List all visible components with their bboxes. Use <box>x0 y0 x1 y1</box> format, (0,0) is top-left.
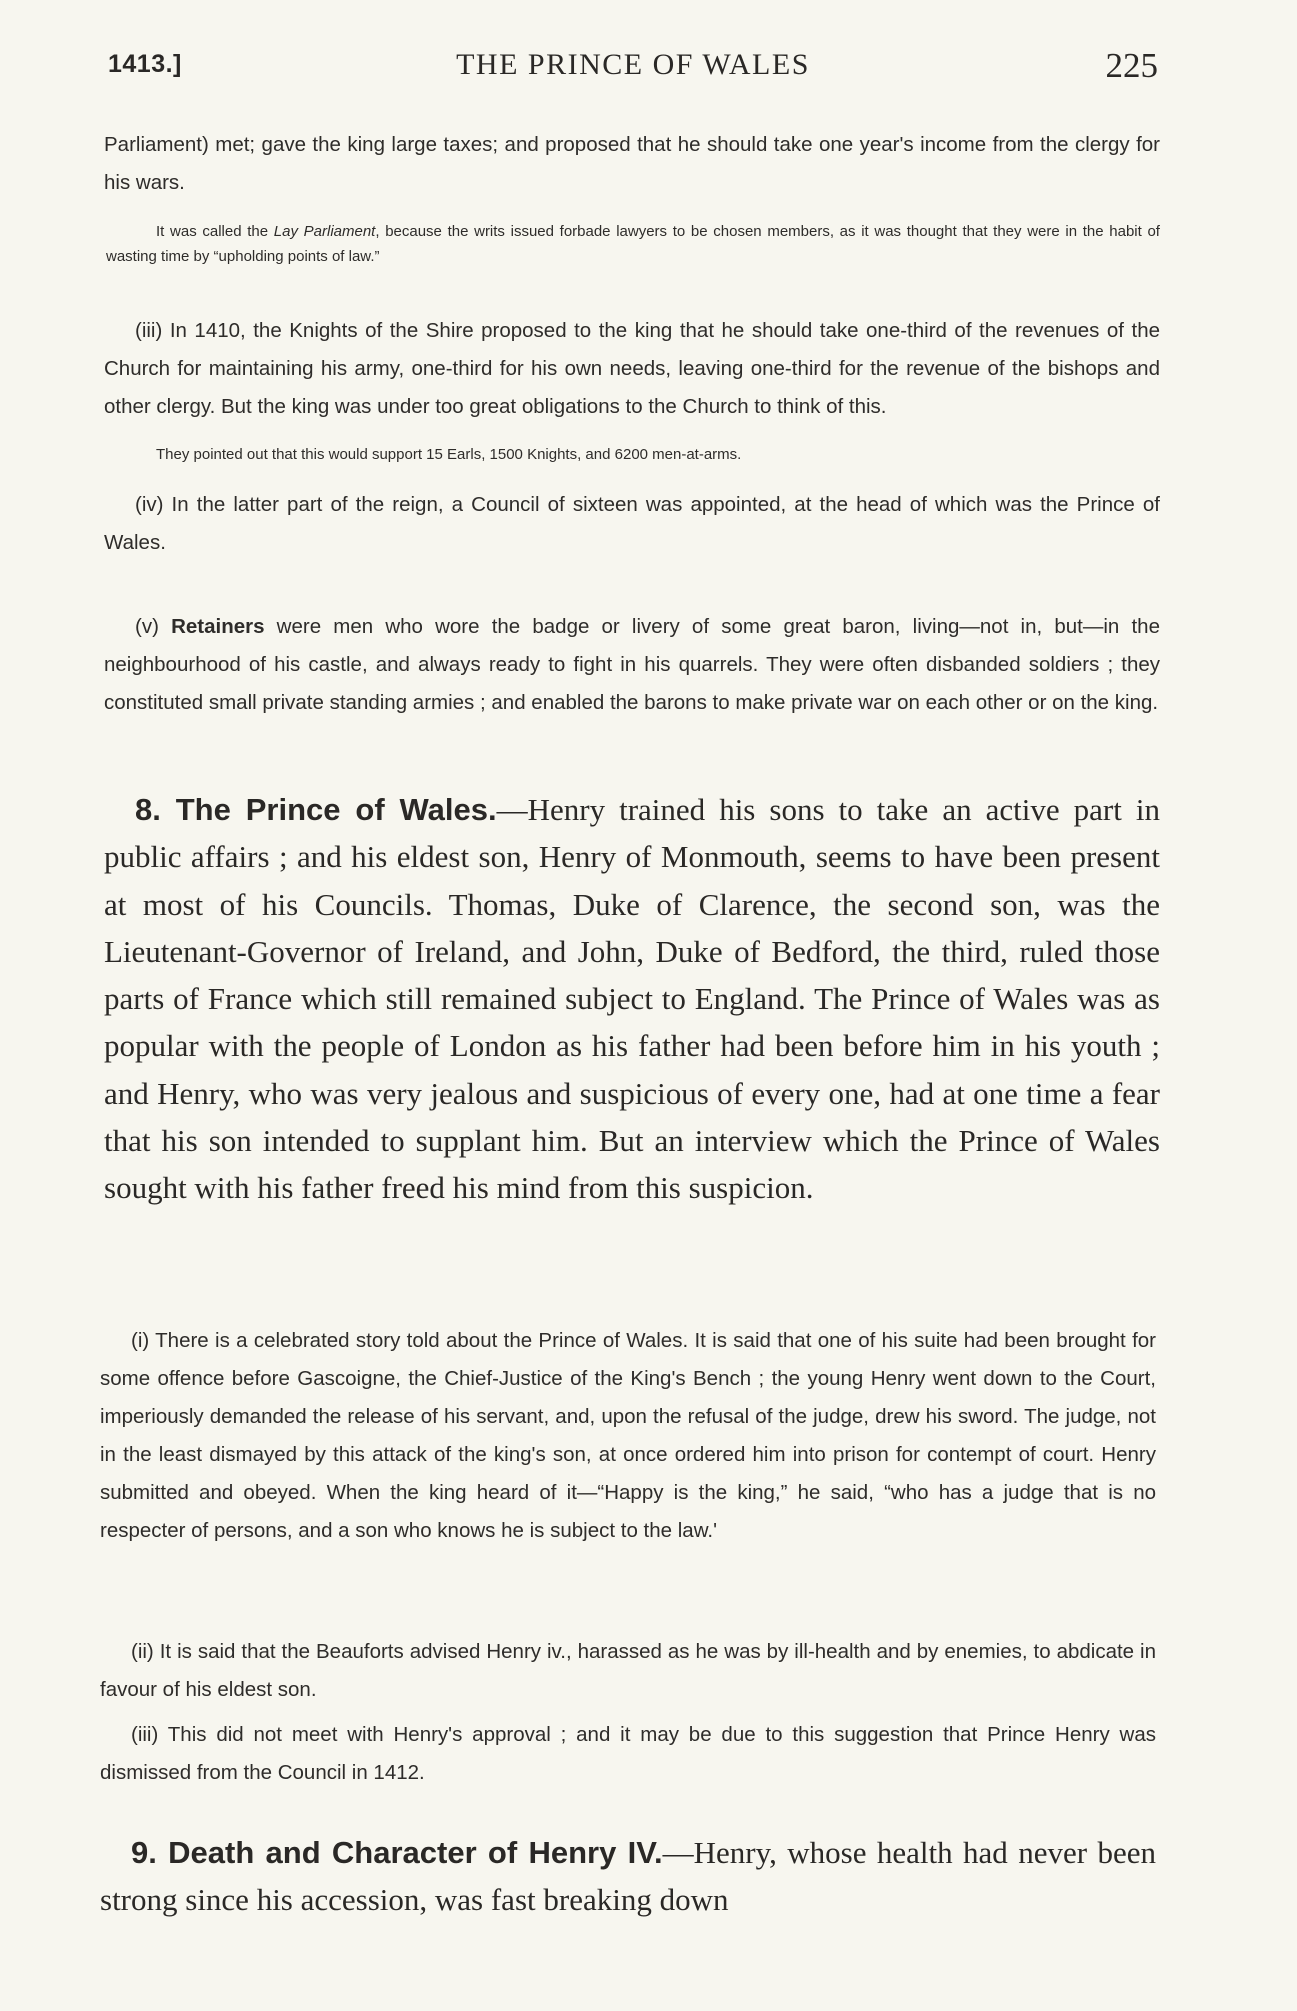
running-header <box>108 48 1158 88</box>
retainers-text: were men who wore the badge or livery of some great baron, living—not in, but—in the neighbourhood of his castle, and always ready to fight in his quarrels. They were often disbanded soldiers ; they constituted small private standing armies ; and enabled the barons to make private war on each other or on the king. <box>104 615 1160 714</box>
section-8-paragraph <box>104 786 1160 1212</box>
note-8-i-gascoigne: (i) There is a celebrated story told about the Prince of Wales. It is said that one of his suite had been brought for some offence before Gascoigne, the Chief-Justice of the King's Bench ; the young Henry went down to the Court, imperiously demanded the release of his servant, and, upon the refusal of the judge, drew his sword. The judge, not in the least dismayed by this attack of the king's son, at once ordered him into prison for contempt of court. Henry submitted and obeyed. When the king heard of it—“Happy is the king,” he said, “who has a judge that is no respecter of persons, and a son who knows he is subject to the law.' <box>100 1329 1156 1542</box>
note-lay-parliament-italic: Lay Parliament <box>273 223 376 240</box>
section-8-text: —Henry trained his sons to take an active part in public affairs ; and his eldest son, Henry of Monmouth, seems to have been present at most of his Councils. Thomas, Duke of Clarence, the second son, was the Lieutenant-Governor of Ireland, and John, Duke of Bedford, the third, ruled those parts of France which still remained subject to England. The Prince of Wales was as popular with the people of London as his father had been before him in his youth ; and Henry, who was very jealous and suspicious of every one, had at one time a fear that his son intended to supplant him. But an interview which the Prince of Wales sought with his father freed his mind from this suspicion. <box>104 792 1160 1206</box>
note-lay-parliament <box>106 219 1160 269</box>
header-title: THE PRINCE OF WALES <box>456 48 810 81</box>
section-9-paragraph <box>100 1829 1156 1923</box>
note-lay-parliament-end: , because the writs issued forbade lawyers to be chosen members, as it was thought that they were in the habit of wasting time by “upholding points of law.” <box>106 223 1160 265</box>
note-earls-knights: They pointed out that this would support 15 Earls, 1500 Knights, and 6200 men-at-arms. <box>156 446 742 463</box>
paragraph-parliament: Parliament) met; gave the king large taxes; and proposed that he should take one year's income from the clergy for his wars. <box>104 133 1160 194</box>
note-8-ii-beauforts: (ii) It is said that the Beauforts advised Henry iv., harassed as he was by ill-health and by enemies, to abdicate in favour of his eldest son. <box>100 1640 1156 1701</box>
retainers-term: Retainers <box>171 615 265 638</box>
header-year: 1413.] <box>108 50 182 78</box>
page-number: 225 <box>1105 46 1158 85</box>
note-lay-parliament-start: It was called the <box>156 223 274 240</box>
section-8-heading: 8. The Prince of Wales. <box>135 792 497 827</box>
paragraph-iii-knights: (iii) In 1410, the Knights of the Shire proposed to the king that he should take one-third of the revenues of the Church for maintaining his army, one-third for his own needs, leaving one-third for the revenue of the bishops and other clergy. But the king was under too great obligations to the Church to think of this. <box>104 319 1160 418</box>
paragraph-iv-council: (iv) In the latter part of the reign, a Council of sixteen was appointed, at the head of which was the Prince of Wales. <box>104 493 1160 554</box>
retainers-label: (v) <box>135 615 172 638</box>
note-8-iii-approval: (iii) This did not meet with Henry's approval ; and it may be due to this suggestion that Prince Henry was dismissed from the Council in 1412. <box>100 1723 1156 1784</box>
section-9-text: —Henry, whose health had never been strong since his accession, was fast breaking down <box>100 1835 1156 1917</box>
section-9-heading: 9. Death and Character of Henry IV. <box>131 1835 663 1870</box>
paragraph-v-retainers <box>104 608 1160 722</box>
